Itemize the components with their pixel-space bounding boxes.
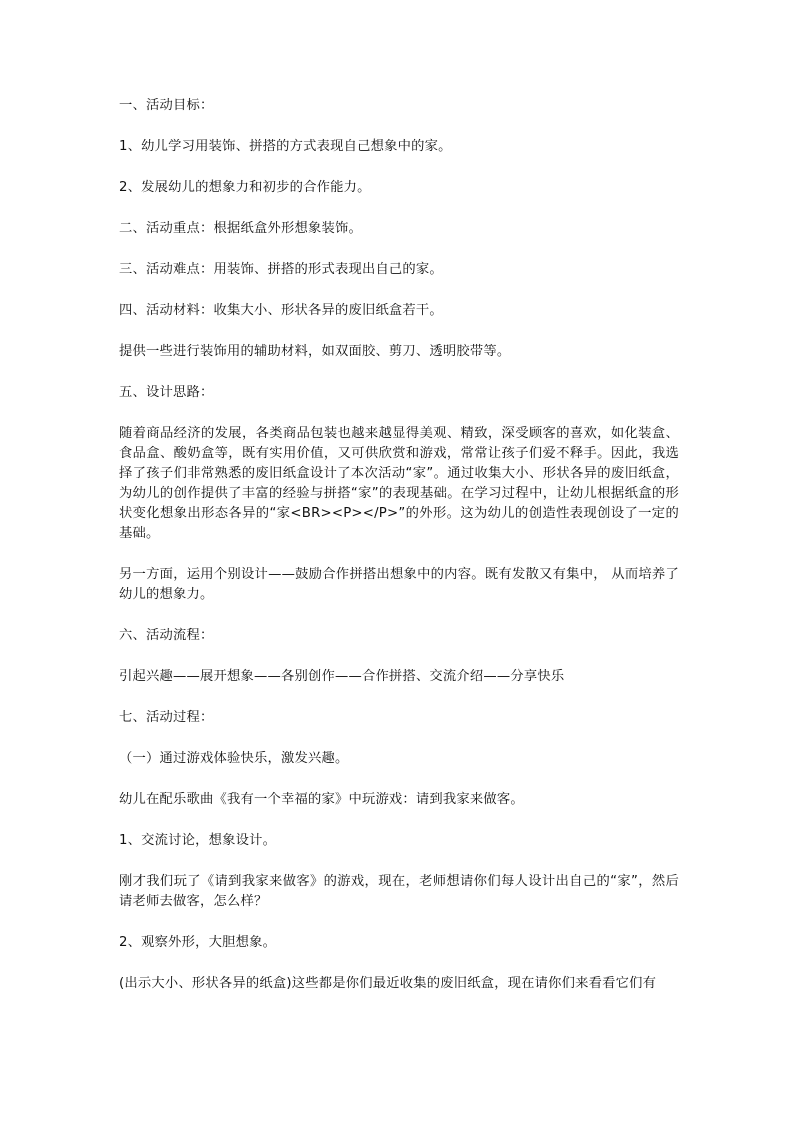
process-step-1-heading: （一）通过游戏体验快乐，激发兴趣。 <box>119 751 349 766</box>
design-paragraph-1: 随着商品经济的发展，各类商品包装也越来越显得美观、精致，深受顾客的喜欢，如化装盒、食品盒、酸奶盒等，既有实用价值，又可供欣赏和游戏，常常让孩子们爱不释手。因此，我选择了孩子们非常熟悉的废旧纸盒设计了本次活动“家”。通过收集大小、形状各异的废旧纸盒，为幼儿的创作提供了丰富的经验与拼搭“家”的表现基础。在学习过程中，让幼儿根据纸盒的形状变化想象出形态各异的“家<BR><P></P>”的外形。这为幼儿的创造性表现创设了一定的基础。 <box>119 426 679 541</box>
section-materials: 四、活动材料：收集大小、形状各异的废旧纸盒若干。 <box>119 303 443 318</box>
process-discussion-text: 刚才我们玩了《请到我家来做客》的游戏，现在，老师想请你们每人设计出自己的“家”，然后请老师去做客，怎么样？ <box>119 874 679 909</box>
process-discussion-heading: 1、交流讨论，想象设计。 <box>119 833 277 848</box>
process-game-text: 幼儿在配乐歌曲《我有一个幸福的家》中玩游戏：请到我家来做客。 <box>119 792 524 807</box>
process-observe-text: (出示大小、形状各异的纸盒)这些都是你们最近收集的废旧纸盒，现在请你们来看看它们有 <box>119 976 657 991</box>
section-heading-goals: 一、活动目标： <box>119 98 214 113</box>
flow-steps: 引起兴趣——展开想象——各别创作——合作拼搭、交流介绍——分享快乐 <box>119 669 565 684</box>
section-heading-process: 七、活动过程： <box>119 710 214 725</box>
section-key-point: 二、活动重点：根据纸盒外形想象装饰。 <box>119 221 362 236</box>
section-heading-design: 五、设计思路： <box>119 385 214 400</box>
materials-detail: 提供一些进行装饰用的辅助材料，如双面胶、剪刀、透明胶带等。 <box>119 344 511 359</box>
section-heading-flow: 六、活动流程： <box>119 628 214 643</box>
design-paragraph-2: 另一方面，运用个别设计——鼓励合作拼搭出想象中的内容。既有发散又有集中， 从而培养了幼儿的想象力。 <box>119 567 679 602</box>
document-body <box>119 96 679 1015</box>
section-difficulty: 三、活动难点：用装饰、拼搭的形式表现出自己的家。 <box>119 262 443 277</box>
goal-item-2: 2、发展幼儿的想象力和初步的合作能力。 <box>119 180 371 195</box>
process-observe-heading: 2、观察外形，大胆想象。 <box>119 935 277 950</box>
goal-item-1: 1、幼儿学习用装饰、拼搭的方式表现自己想象中的家。 <box>119 139 452 154</box>
